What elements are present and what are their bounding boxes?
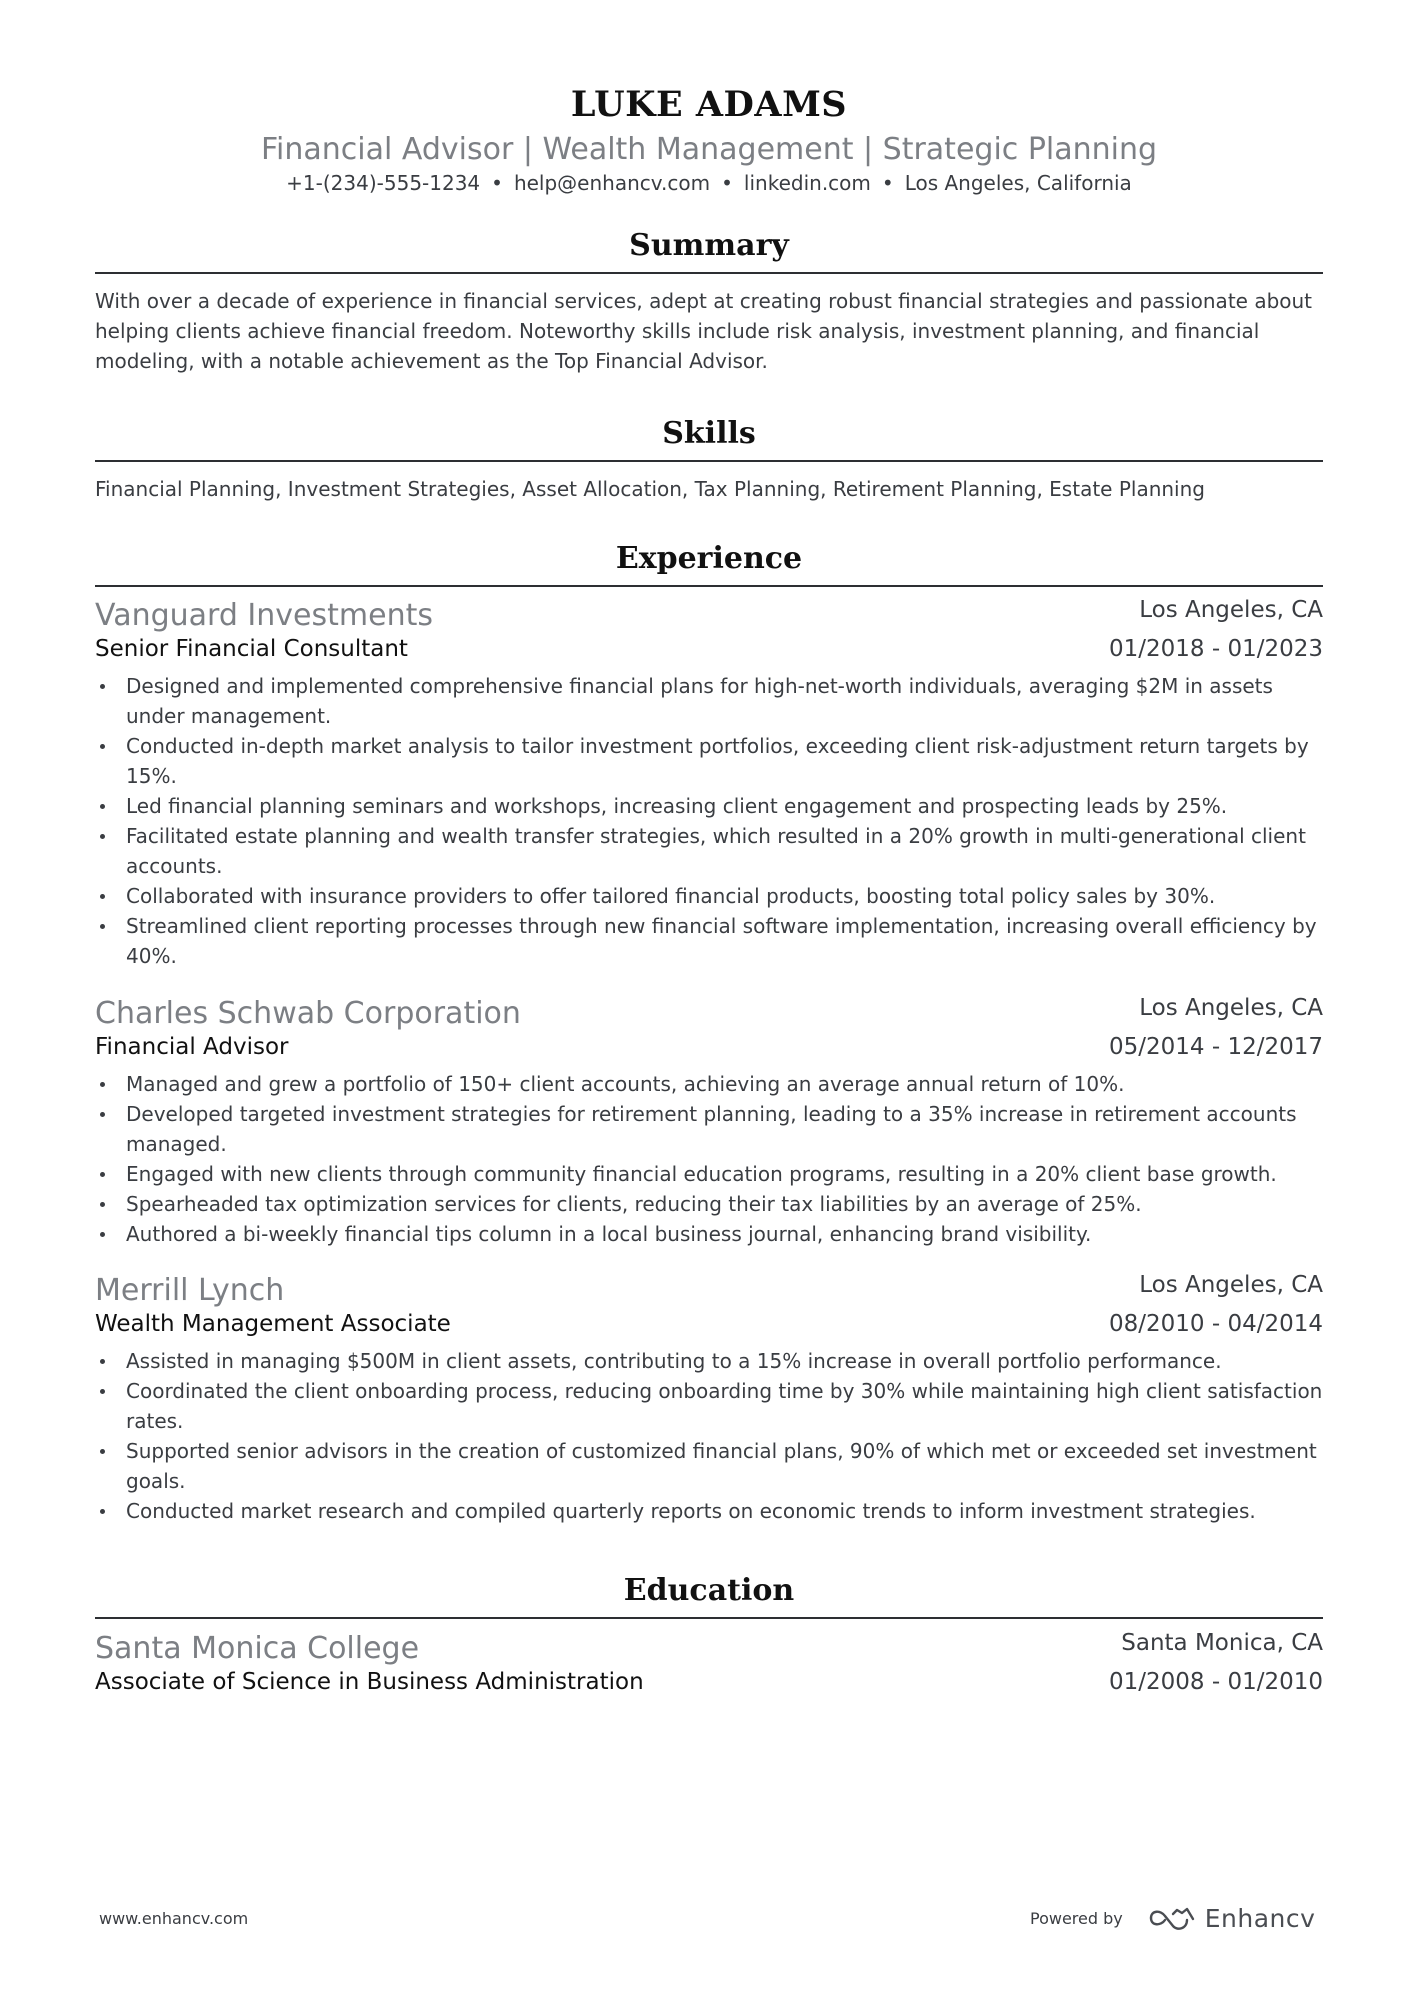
bullet-line: Designed and implemented comprehensive financial plans for high-net-worth individuals, averaging $2M in assets bbox=[126, 674, 1273, 698]
contact-separator: • bbox=[881, 171, 894, 195]
bullet-dot bbox=[100, 1509, 105, 1514]
bullet-line: Spearheaded tax optimization services for clients, reducing their tax liabilities by an average of 25%. bbox=[126, 1192, 1142, 1216]
role-row bbox=[95, 1031, 1323, 1065]
summary-line: helping clients achieve financial freedom. Noteworthy skills include risk analysis, investment planning, and financial bbox=[95, 319, 1260, 343]
bullet-dot bbox=[100, 924, 105, 929]
job-dates: 08/2010 - 04/2014 bbox=[1108, 1311, 1323, 1337]
achievement-item bbox=[95, 1219, 1323, 1249]
achievement-item bbox=[95, 1436, 1323, 1496]
bullet-dot bbox=[100, 894, 105, 899]
bullet-line: 40%. bbox=[126, 944, 177, 968]
footer-website[interactable]: www.enhancv.com bbox=[99, 1909, 249, 1928]
bullet-dot bbox=[100, 744, 105, 749]
bullet-dot bbox=[100, 834, 105, 839]
degree-row bbox=[95, 1666, 1323, 1700]
bullet-dot bbox=[100, 1112, 105, 1117]
bullet-dot bbox=[100, 684, 105, 689]
achievement-item bbox=[95, 671, 1323, 731]
experience-entry bbox=[95, 597, 1323, 971]
summary-line: modeling, with a notable achievement as the Top Financial Advisor. bbox=[95, 349, 768, 373]
email[interactable]: help@enhancv.com bbox=[513, 171, 711, 195]
bullet-dot bbox=[100, 1202, 105, 1207]
achievement-item bbox=[95, 731, 1323, 791]
bullet-line: Collaborated with insurance providers to offer tailored financial products, boosting total policy sales by 30%. bbox=[126, 884, 1216, 908]
company-name: Vanguard Investments bbox=[95, 598, 433, 633]
experience-entry bbox=[95, 1272, 1323, 1526]
role-row bbox=[95, 633, 1323, 667]
bullet-dot bbox=[100, 1172, 105, 1177]
role-row bbox=[95, 1308, 1323, 1342]
skills-text: Financial Planning, Investment Strategies, Asset Allocation, Tax Planning, Retirement Planning, Estate Planning bbox=[95, 477, 1205, 501]
footer-branding[interactable] bbox=[1030, 1898, 1315, 1938]
section-divider bbox=[95, 1617, 1323, 1619]
achievement-list bbox=[95, 1069, 1323, 1249]
entry-header bbox=[95, 1630, 1323, 1666]
bullet-line: under management. bbox=[126, 704, 332, 728]
achievement-item bbox=[95, 1346, 1323, 1376]
job-title: Financial Advisor bbox=[95, 1034, 289, 1060]
enhancv-logo-icon bbox=[1147, 1905, 1197, 1931]
entry-header bbox=[95, 597, 1323, 633]
candidate-name: LUKE ADAMS bbox=[570, 84, 848, 125]
bullet-dot bbox=[100, 1232, 105, 1237]
bullet-dot bbox=[100, 1389, 105, 1394]
contact-line bbox=[95, 169, 1323, 197]
achievement-list bbox=[95, 671, 1323, 971]
linkedin[interactable]: linkedin.com bbox=[743, 171, 871, 195]
achievement-item bbox=[95, 911, 1323, 971]
bullet-dot bbox=[100, 1449, 105, 1454]
section-divider bbox=[95, 460, 1323, 462]
summary-line: With over a decade of experience in financial services, adept at creating robust financial strategies and passionate about bbox=[95, 289, 1313, 313]
achievement-item bbox=[95, 791, 1323, 821]
achievement-list bbox=[95, 1346, 1323, 1526]
bullet-line: Facilitated estate planning and wealth transfer strategies, which resulted in a 20% growth in multi-generational client bbox=[126, 824, 1306, 848]
bullet-line: managed. bbox=[126, 1132, 227, 1156]
bullet-line: Conducted market research and compiled quarterly reports on economic trends to inform investment strategies. bbox=[126, 1499, 1256, 1523]
achievement-item bbox=[95, 1376, 1323, 1436]
section-title-education: Education bbox=[623, 1573, 795, 1608]
bullet-line: accounts. bbox=[126, 854, 223, 878]
experience-entry bbox=[95, 995, 1323, 1249]
section-divider bbox=[95, 585, 1323, 587]
school-location: Santa Monica, CA bbox=[1121, 1630, 1323, 1656]
education-entry bbox=[95, 1630, 1323, 1700]
achievement-item bbox=[95, 1189, 1323, 1219]
entry-header bbox=[95, 1272, 1323, 1308]
degree: Associate of Science in Business Administration bbox=[95, 1669, 644, 1695]
company-name: Charles Schwab Corporation bbox=[95, 996, 521, 1031]
summary-text bbox=[95, 286, 1323, 376]
bullet-line: Conducted in-depth market analysis to tailor investment portfolios, exceeding client risk-adjustment return targets by bbox=[126, 734, 1309, 758]
contact-separator: • bbox=[491, 171, 503, 195]
achievement-item bbox=[95, 821, 1323, 881]
job-title: Wealth Management Associate bbox=[95, 1311, 451, 1337]
job-location: Los Angeles, CA bbox=[1139, 1272, 1323, 1298]
bullet-line: Authored a bi-weekly financial tips column in a local business journal, enhancing brand visibility. bbox=[126, 1222, 1092, 1246]
company-name: Merrill Lynch bbox=[95, 1273, 285, 1308]
bullet-line: Assisted in managing $500M in client assets, contributing to a 15% increase in overall portfolio performance. bbox=[126, 1349, 1222, 1373]
section-title-summary: Summary bbox=[629, 228, 789, 263]
contact-separator: • bbox=[721, 171, 733, 195]
location: Los Angeles, California bbox=[904, 171, 1132, 195]
bullet-line: Supported senior advisors in the creation of customized financial plans, 90% of which met or exceeded set investment bbox=[126, 1439, 1317, 1463]
bullet-line: Developed targeted investment strategies for retirement planning, leading to a 35% increase in retirement accounts bbox=[126, 1102, 1297, 1126]
section-title-skills: Skills bbox=[662, 416, 756, 451]
bullet-line: rates. bbox=[126, 1409, 184, 1433]
job-location: Los Angeles, CA bbox=[1139, 597, 1323, 623]
phone: +1-(234)-555-1234 bbox=[286, 171, 481, 195]
bullet-line: Managed and grew a portfolio of 150+ client accounts, achieving an average annual return of 10%. bbox=[126, 1072, 1125, 1096]
section-divider bbox=[95, 272, 1323, 274]
brand-name: Enhancv bbox=[1204, 1903, 1316, 1933]
bullet-dot bbox=[100, 1082, 105, 1087]
school-name: Santa Monica College bbox=[95, 1631, 420, 1666]
bullet-line: goals. bbox=[126, 1469, 186, 1493]
bullet-line: Streamlined client reporting processes through new financial software implementation, increasing overall efficiency by bbox=[126, 914, 1317, 938]
entry-header bbox=[95, 995, 1323, 1031]
achievement-item bbox=[95, 1069, 1323, 1099]
bullet-dot bbox=[100, 1359, 105, 1364]
achievement-item bbox=[95, 1496, 1323, 1526]
job-title: Senior Financial Consultant bbox=[95, 636, 408, 662]
candidate-headline: Financial Advisor | Wealth Management | Strategic Planning bbox=[260, 132, 1158, 167]
achievement-item bbox=[95, 1099, 1323, 1159]
achievement-item bbox=[95, 1159, 1323, 1189]
job-dates: 01/2018 - 01/2023 bbox=[1108, 636, 1323, 662]
job-location: Los Angeles, CA bbox=[1139, 995, 1323, 1021]
bullet-line: Coordinated the client onboarding process, reducing onboarding time by 30% while maintaining high client satisfaction bbox=[126, 1379, 1323, 1403]
bullet-dot bbox=[100, 804, 105, 809]
job-dates: 05/2014 - 12/2017 bbox=[1108, 1034, 1323, 1060]
powered-by-label: Powered by bbox=[1030, 1908, 1123, 1928]
section-title-experience: Experience bbox=[615, 541, 803, 576]
achievement-item bbox=[95, 881, 1323, 911]
bullet-line: Engaged with new clients through community financial education programs, resulting in a 20% client base growth. bbox=[126, 1162, 1277, 1186]
bullet-line: 15%. bbox=[126, 764, 177, 788]
bullet-line: Led financial planning seminars and workshops, increasing client engagement and prospecting leads by 25%. bbox=[126, 794, 1228, 818]
education-dates: 01/2008 - 01/2010 bbox=[1108, 1669, 1323, 1695]
